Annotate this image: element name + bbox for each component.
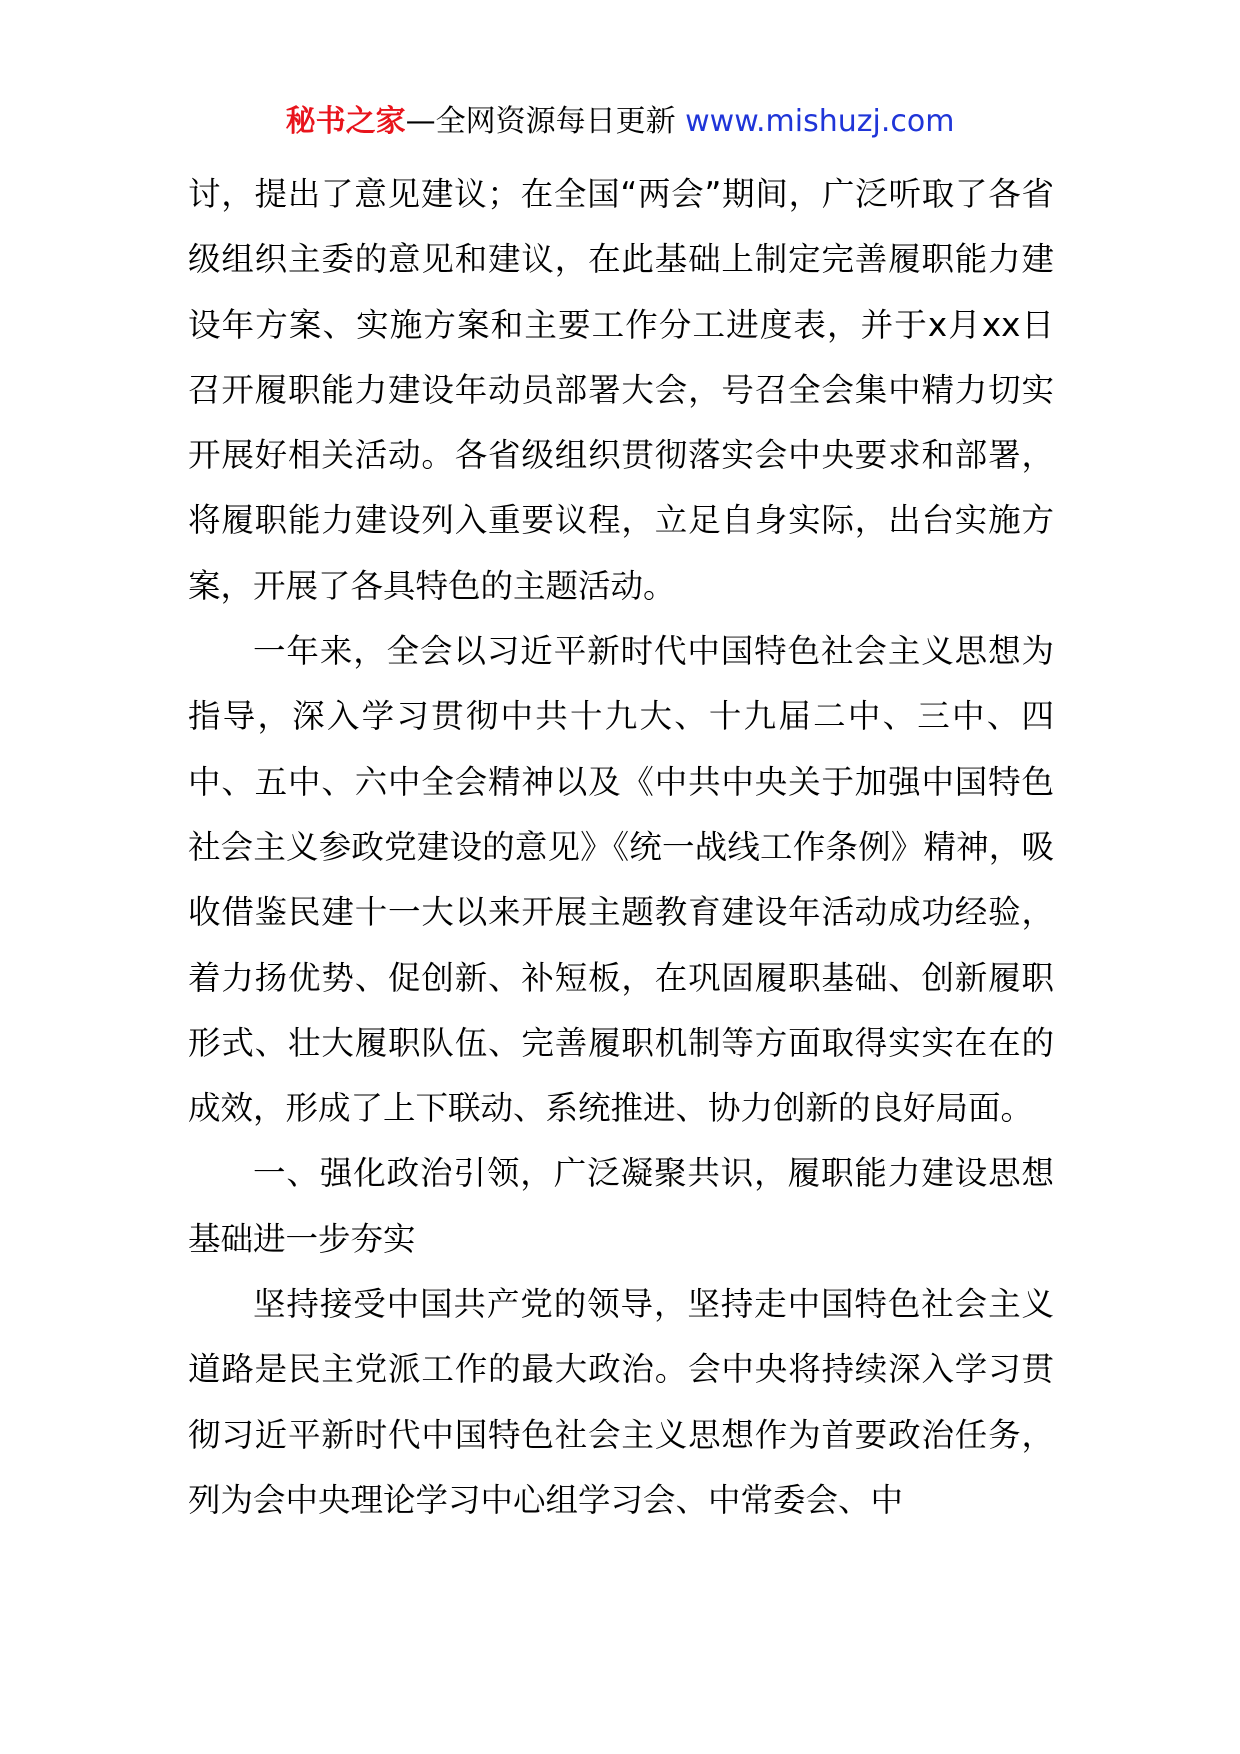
site-tagline: —全网资源每日更新: [405, 104, 676, 139]
paragraph-body: 坚持接受中国共产党的领导，坚持走中国特色社会主义道路是民主党派工作的最大政治。会中央将持续深入学习贯彻习近平新时代中国特色社会主义思想作为首要政治任务，列为会中央理论学习中心组学习会、中常委会、中: [188, 1285, 1054, 1519]
page-header: [0, 100, 1240, 144]
document-body: [188, 162, 1054, 1533]
paragraph-summary: 一年来，全会以习近平新时代中国特色社会主义思想为指导，深入学习贯彻中共十九大、十九届二中、三中、四中、五中、六中全会精神以及《中共中央关于加强中国特色社会主义参政党建设的意见》《统一战线工作条例》精神，吸收借鉴民建十一大以来开展主题教育建设年活动成功经验，着力扬优势、促创新、补短板，在巩固履职基础、创新履职形式、壮大履职队伍、完善履职机制等方面取得实实在在的成效，形成了上下联动、系统推进、协力创新的良好局面。: [188, 632, 1054, 1128]
site-brand: 秘书之家: [285, 104, 406, 139]
paragraph-continuation: 讨，提出了意见建议；在全国“两会”期间，广泛听取了各省级组织主委的意见和建议，在此基础上制定完善履职能力建设年方案、实施方案和主要工作分工进度表，并于x月xx日召开履职能力建设年动员部署大会，号召全会集中精力切实开展好相关活动。各省级组织贯彻落实会中央要求和部署，将履职能力建设列入重要议程，立足自身实际，出台实施方案，开展了各具特色的主题活动。: [188, 175, 1054, 605]
site-url-link[interactable]: www.mishuzj.com: [685, 104, 955, 139]
section-heading: 一、强化政治引领，广泛凝聚共识，履职能力建设思想基础进一步夯实: [188, 1154, 1054, 1258]
